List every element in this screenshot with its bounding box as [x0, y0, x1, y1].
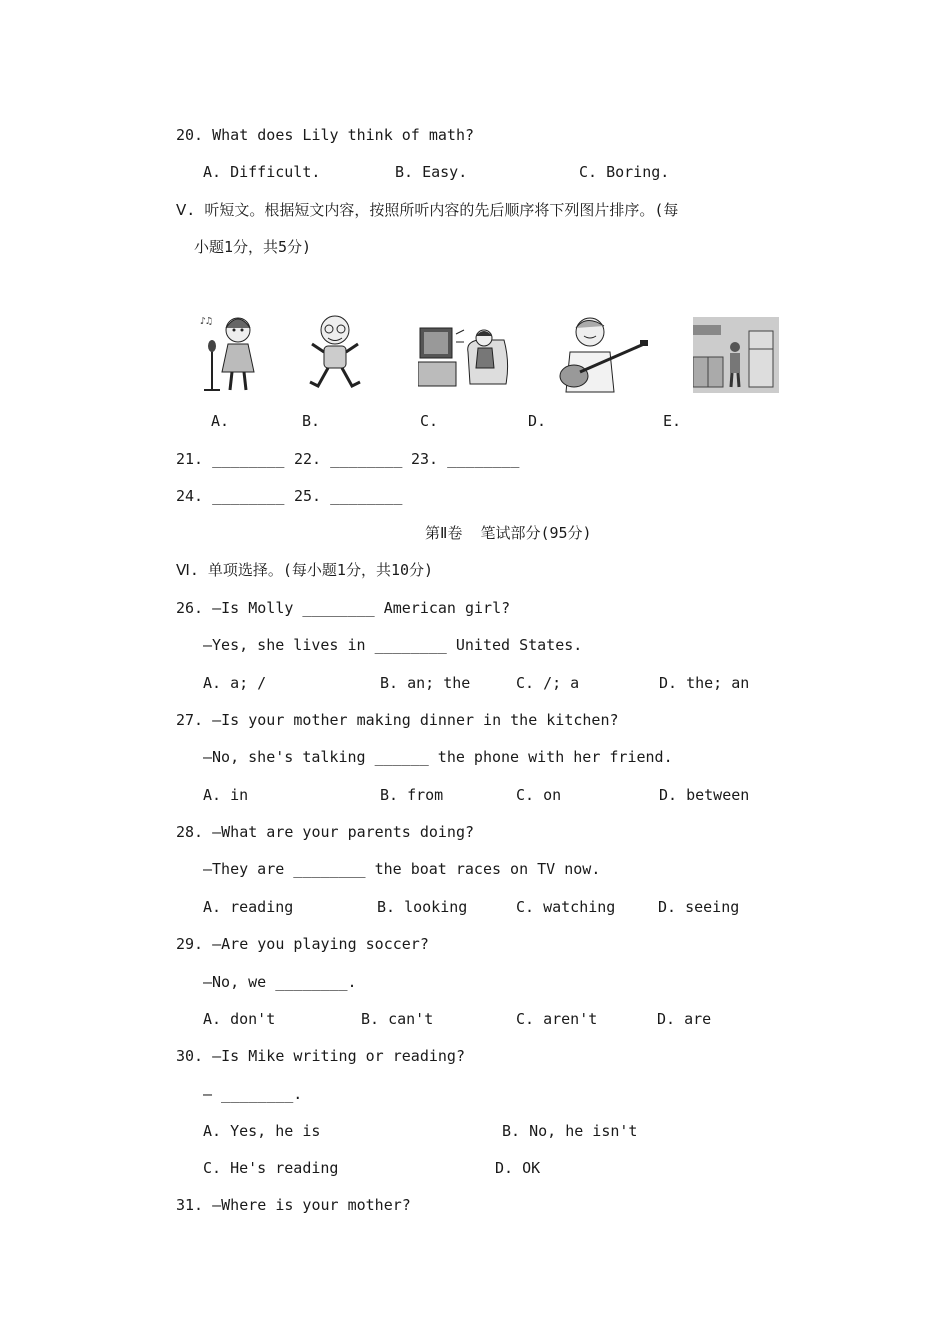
q30-option-d: D. OK	[495, 1159, 541, 1177]
picture-label-c: C.	[420, 412, 439, 430]
q20-option-a: A. Difficult.	[203, 163, 321, 181]
q29-option-c: C. aren't	[516, 1010, 598, 1028]
q30-stem: 30. —Is Mike writing or reading?	[176, 1047, 465, 1065]
q26-reply: —Yes, she lives in ________ United States.	[203, 636, 583, 654]
picture-e-boy-kitchen	[693, 317, 779, 393]
q28-option-c: C. watching	[516, 898, 616, 916]
q20-stem: 20. What does Lily think of math?	[176, 126, 475, 144]
q28-option-d: D. seeing	[658, 898, 740, 916]
picture-label-a: A.	[211, 412, 230, 430]
answer-blank-25[interactable]: 25. ________	[294, 487, 403, 505]
q27-option-b: B. from	[380, 786, 444, 804]
picture-b-boy-dancing	[306, 310, 364, 396]
picture-a-girl-singing	[198, 310, 264, 394]
q26-option-a: A. a; /	[203, 674, 267, 692]
q26-option-c: C. /; a	[516, 674, 580, 692]
q29-option-b: B. can't	[361, 1010, 434, 1028]
q27-option-c: C. on	[516, 786, 562, 804]
q20-option-b: B. Easy.	[395, 163, 468, 181]
q27-reply: —No, she's talking ______ the phone with her friend.	[203, 748, 673, 766]
q27-stem: 27. —Is your mother making dinner in the kitchen?	[176, 711, 619, 729]
svg-text:♪♫: ♪♫	[200, 316, 213, 327]
part2-title: 第Ⅱ卷 笔试部分(95分)	[425, 524, 592, 542]
q28-stem: 28. —What are your parents doing?	[176, 823, 475, 841]
q27-option-a: A. in	[203, 786, 249, 804]
q28-reply: —They are ________ the boat races on TV now.	[203, 860, 601, 878]
q31-stem: 31. —Where is your mother?	[176, 1196, 411, 1214]
q29-option-a: A. don't	[203, 1010, 276, 1028]
section5-instruction-line1: Ⅴ. 听短文。根据短文内容，按照所听内容的先后顺序将下列图片排序。(每	[176, 201, 679, 219]
answer-blank-23[interactable]: 23. ________	[411, 450, 520, 468]
answer-blank-24[interactable]: 24. ________	[176, 487, 285, 505]
q27-option-d: D. between	[659, 786, 750, 804]
q26-option-b: B. an; the	[380, 674, 471, 692]
q29-stem: 29. —Are you playing soccer?	[176, 935, 429, 953]
q28-option-a: A. reading	[203, 898, 294, 916]
q30-option-b: B. No, he isn't	[502, 1122, 638, 1140]
section6-title: Ⅵ. 单项选择。(每小题1分，共10分)	[176, 561, 434, 579]
answer-blank-22[interactable]: 22. ________	[294, 450, 403, 468]
q29-option-d: D. are	[657, 1010, 712, 1028]
answer-blank-21[interactable]: 21. ________	[176, 450, 285, 468]
q30-reply: — ________.	[203, 1085, 303, 1103]
picture-label-d: D.	[528, 412, 547, 430]
picture-c-girl-watching-tv	[418, 322, 510, 388]
q28-option-b: B. looking	[377, 898, 468, 916]
q26-option-d: D. the; an	[659, 674, 750, 692]
q26-stem: 26. —Is Molly ________ American girl?	[176, 599, 511, 617]
q30-option-a: A. Yes, he is	[203, 1122, 321, 1140]
q30-option-c: C. He's reading	[203, 1159, 339, 1177]
q20-option-c: C. Boring.	[579, 163, 670, 181]
picture-label-b: B.	[302, 412, 321, 430]
picture-d-boy-guitar	[556, 312, 650, 396]
section5-instruction-line2: 小题1分，共5分)	[194, 238, 312, 256]
q29-reply: —No, we ________.	[203, 973, 357, 991]
picture-label-e: E.	[663, 412, 682, 430]
